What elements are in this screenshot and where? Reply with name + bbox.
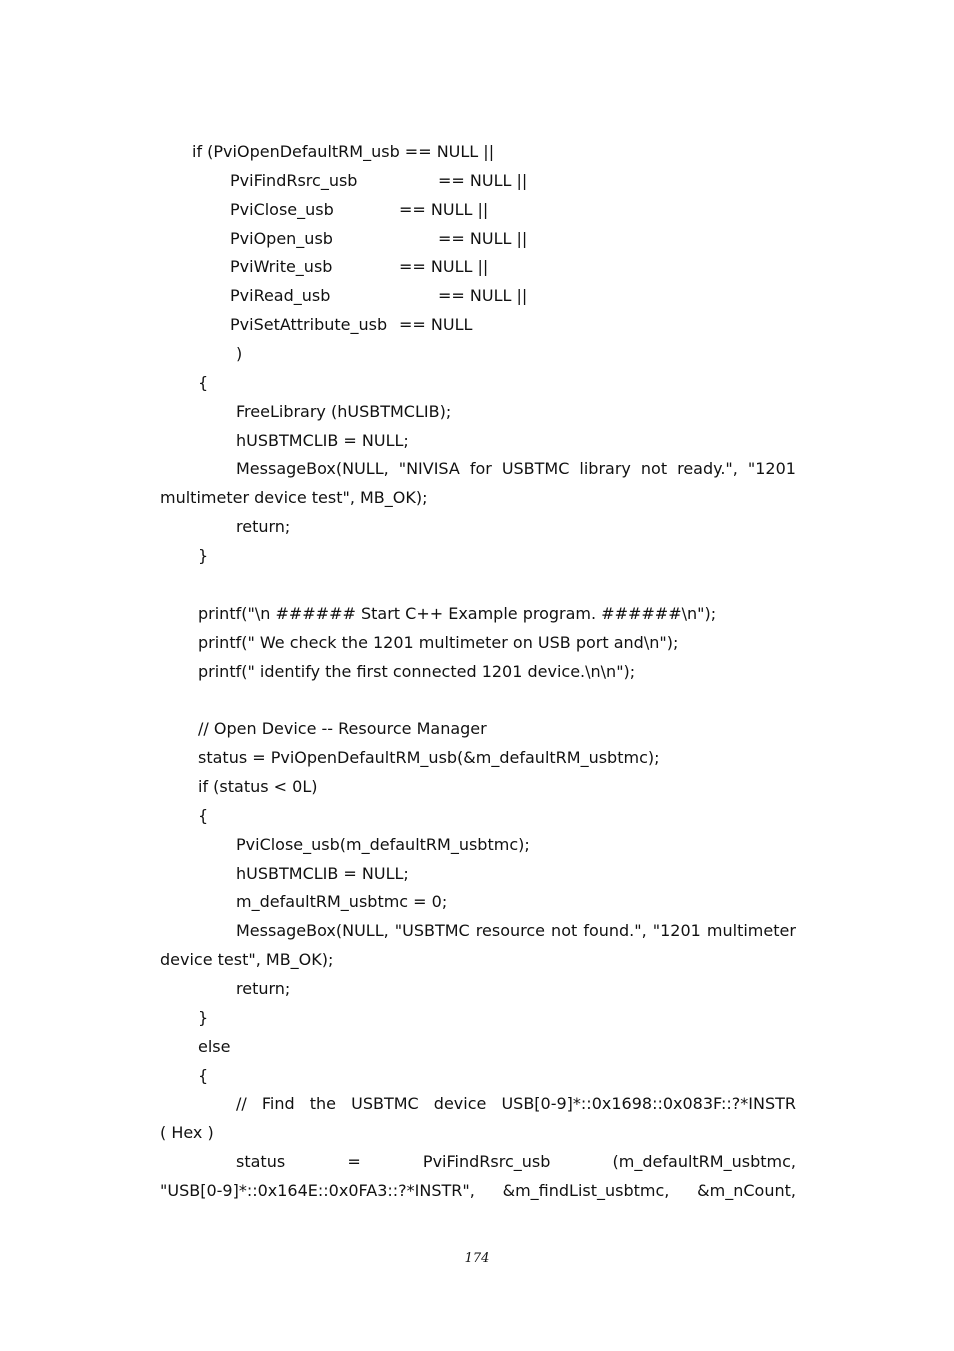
code-word: "1201 [652,921,701,940]
code-word: MessageBox(NULL, [236,459,389,478]
code-line-justified [236,459,796,479]
code-line: } [198,546,209,565]
code-line: PviOpen_usb [230,229,333,248]
code-word: for [469,459,492,478]
code-line: multimeter device test", MB_OK); [160,488,428,507]
code-word: &m_nCount, [697,1181,796,1200]
code-word: not [640,459,668,478]
code-line-justified [236,1152,796,1172]
code-line: == NULL || [438,171,528,190]
code-comment: // Open Device -- Resource Manager [198,719,487,738]
code-line: printf("\n ###### Start C++ Example program. ######\n"); [198,604,717,623]
code-comment-justified [236,1094,796,1114]
code-line: == NULL [399,315,473,334]
code-word: device [433,1094,487,1113]
code-word: multimeter [706,921,796,940]
code-word: Find [261,1094,295,1113]
code-line: printf(" identify the first connected 1201 device.\n\n"); [198,662,636,681]
code-line: == NULL || [399,257,489,276]
code-word: ready.", [677,459,738,478]
code-word: &m_findList_usbtmc, [502,1181,670,1200]
code-word: MessageBox(NULL, [236,921,389,940]
code-line: if (PviOpenDefaultRM_usb == NULL || [192,142,495,161]
code-word: "USB[0-9]*::0x164E::0x0FA3::?*INSTR", [160,1181,475,1200]
code-line: PviFindRsrc_usb [230,171,358,190]
code-line: PviClose_usb [230,200,334,219]
code-line: return; [236,979,291,998]
page-number: 174 [464,1251,490,1266]
code-line: == NULL || [438,286,528,305]
code-line: == NULL || [399,200,489,219]
code-line: { [198,806,209,825]
code-line: PviClose_usb(m_defaultRM_usbtmc); [236,835,530,854]
code-line: else [198,1037,231,1056]
code-line: PviRead_usb [230,286,331,305]
code-line: hUSBTMCLIB = NULL; [236,864,409,883]
code-word: resource [475,921,545,940]
code-line-justified [160,1181,796,1201]
code-line: PviWrite_usb [230,257,333,276]
code-line: FreeLibrary (hUSBTMCLIB); [236,402,452,421]
code-line: device test", MB_OK); [160,950,334,969]
code-line: } [198,1008,209,1027]
code-word: (m_defaultRM_usbtmc, [612,1152,796,1171]
code-word: the [309,1094,337,1113]
code-line: printf(" We check the 1201 multimeter on USB port and\n"); [198,633,679,652]
code-word: = [347,1152,361,1171]
code-word: not [551,921,578,940]
code-word: USBTMC [351,1094,419,1113]
code-word: "USBTMC [394,921,470,940]
code-line: ) [236,344,243,363]
code-line: return; [236,517,291,536]
code-word: USB[0-9]*::0x1698::0x083F::?*INSTR [501,1094,796,1113]
code-line: m_defaultRM_usbtmc = 0; [236,892,448,911]
code-word: PviFindRsrc_usb [422,1152,551,1171]
code-line: { [198,373,209,392]
code-comment: ( Hex ) [160,1123,214,1142]
code-line-justified [236,921,796,941]
code-word: "NIVISA [398,459,460,478]
code-word: status [236,1152,286,1171]
code-word: USBTMC [501,459,570,478]
code-word: found.", [583,921,647,940]
code-line: == NULL || [438,229,528,248]
code-line: PviSetAttribute_usb [230,315,388,334]
code-line: hUSBTMCLIB = NULL; [236,431,409,450]
code-word: library [579,459,631,478]
code-line: { [198,1066,209,1085]
code-word: "1201 [747,459,796,478]
code-line: status = PviOpenDefaultRM_usb(&m_defaultRM_usbtmc); [198,748,660,767]
code-line: if (status < 0L) [198,777,318,796]
code-word: // [236,1094,247,1113]
